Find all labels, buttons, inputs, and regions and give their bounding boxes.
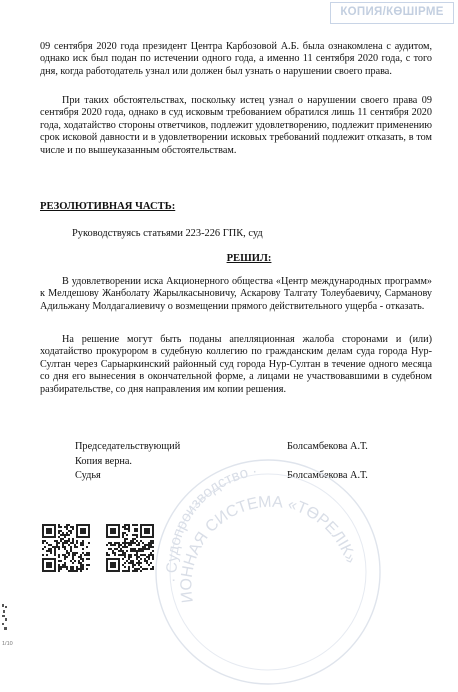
judge-name: Болсамбекова А.Т. (287, 470, 368, 481)
presiding-name: Болсамбекова А.Т. (287, 441, 368, 452)
side-barcode (2, 604, 8, 632)
watermark-inner-text: ИОННАЯ СИСТЕМА «ТӨРЕЛІК» (178, 493, 360, 604)
paragraph-text: На решение могут быть поданы апелляционная жалоба сторонами и (или) ходатайство прокурором в судебную коллегию по гражданским делам суда города Нур-Султан через Сарыаркинский районный суд города Нур-Султан в течение одного месяца со дня его вынесения в окончательной форме, а лицами не участвовавшими в судебном разбирательстве, со дня направления им копии решения. (40, 334, 432, 395)
presiding-label: Председательствующий (75, 441, 181, 452)
paragraph-text: В удовлетворении иска Акционерного общества «Центр международных программ» к Мелдешову Жанболату Жарылкасыновичу, Аскарову Талгату Толеубаевичу, Сарманову Адильжану Молдагалиевичу о возмещении прямого действительного ущерба - отказать. (40, 276, 432, 312)
court-seal-watermark (148, 452, 388, 692)
decided-heading (0, 253, 458, 264)
paragraph-ruling (40, 276, 432, 313)
qr-code-left-graphic (42, 524, 90, 572)
paragraph-circumstances (40, 95, 432, 157)
paragraph-text: 09 сентября 2020 года президент Центра Карбозовой А.Б. была ознакомлена с аудитом, однако иск был подан по истечении одного года, а именно 11 сентября 2020 года, с того дня, когда работодатель узнал или должен был узнать о нарушении своего права. (40, 41, 432, 77)
watermark-outer-text: · Судопроизводство · (163, 462, 259, 584)
operative-part-heading: РЕЗОЛЮТИВНАЯ ЧАСТЬ: (40, 201, 176, 212)
guided-by-line: Руководствуясь статьями 223-226 ГПК, суд (72, 228, 263, 239)
copy-stamp: КОПИЯ/КӨШІРМЕ (330, 2, 454, 24)
qr-code-right-graphic (106, 524, 154, 572)
page-number: 1/10 (2, 641, 13, 647)
copy-certified-note: Копия верна. (75, 456, 133, 467)
qr-code-right (106, 524, 154, 572)
qr-code-left (42, 524, 90, 572)
judge-label: Судья (75, 470, 101, 481)
paragraph-text: При таких обстоятельствах, поскольку истец узнал о нарушении своего права 09 сентября 2020 года, однако в суд исковым требованием обратился лишь 11 сентября 2020 года, ходатайство стороны ответчиков, подлежит удовлетворению, подлежит применению срок исковой давности и в удовлетворении исковых требований подлежит отказать, в том числе и по вышеуказанным обстоятельствам. (40, 95, 432, 156)
decided-label: РЕШИЛ: (226, 253, 272, 264)
paragraph-audit (40, 41, 432, 78)
paragraph-appeal (40, 334, 432, 396)
